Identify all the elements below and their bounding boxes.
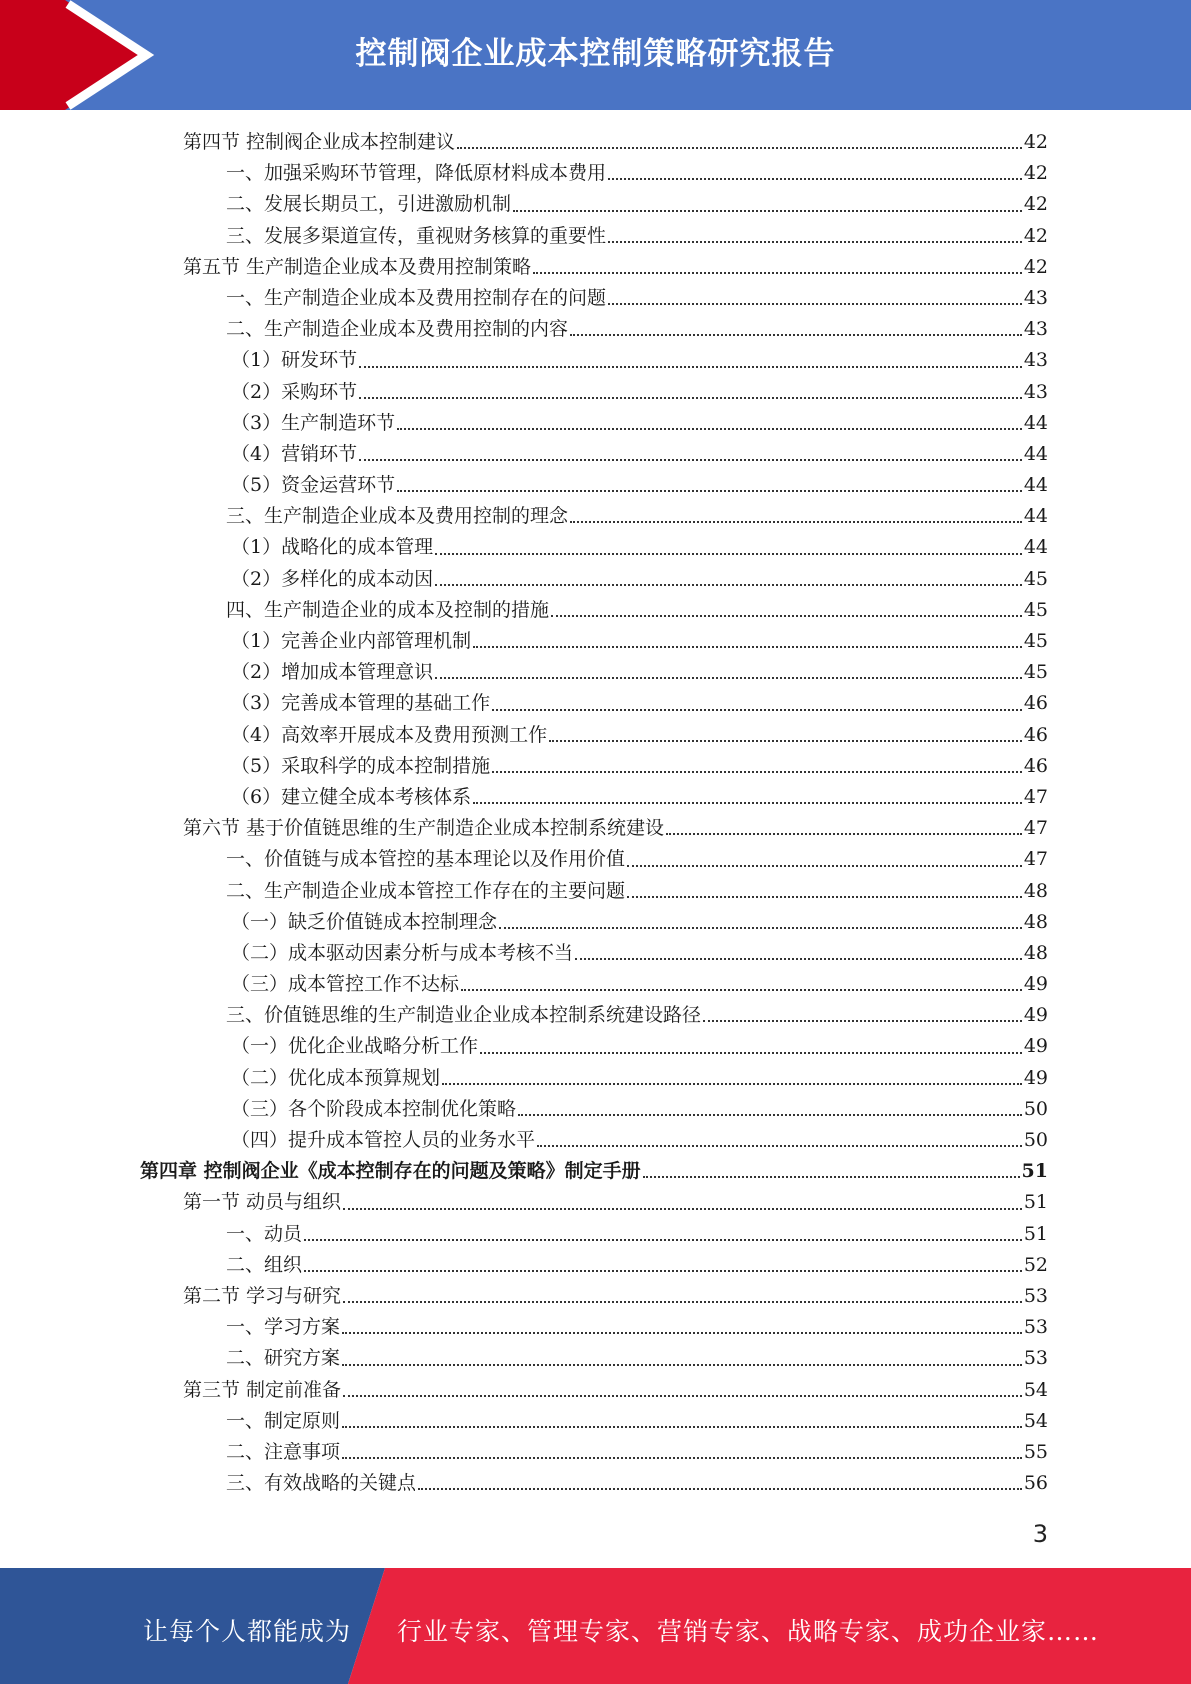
toc-entry-page: 45 bbox=[1023, 567, 1048, 590]
toc-dot-leader bbox=[643, 1176, 1020, 1178]
toc-entry[interactable] bbox=[140, 1187, 1048, 1218]
toc-entry-page: 45 bbox=[1023, 661, 1048, 684]
toc-dot-leader bbox=[608, 178, 1022, 180]
toc-entry[interactable] bbox=[140, 782, 1048, 813]
toc-entry[interactable] bbox=[140, 720, 1048, 751]
toc-entry-title: 第一节 动员与组织 bbox=[183, 1191, 342, 1214]
toc-entry-title: （三）各个阶段成本控制优化策略 bbox=[231, 1097, 517, 1120]
toc-dot-leader bbox=[304, 1239, 1022, 1241]
toc-entry[interactable] bbox=[140, 1094, 1048, 1125]
toc-dot-leader bbox=[627, 865, 1022, 867]
toc-entry[interactable] bbox=[140, 283, 1048, 314]
toc-entry[interactable] bbox=[140, 501, 1048, 532]
toc-dot-leader bbox=[666, 833, 1022, 835]
toc-dot-leader bbox=[435, 677, 1022, 679]
toc-entry-page: 53 bbox=[1023, 1316, 1048, 1339]
toc-dot-leader bbox=[304, 1270, 1022, 1272]
page-number: 3 bbox=[1032, 1520, 1048, 1548]
toc-entry-page: 47 bbox=[1023, 785, 1048, 808]
toc-entry[interactable] bbox=[140, 1000, 1048, 1031]
toc-dot-leader bbox=[342, 1364, 1022, 1366]
toc-entry[interactable] bbox=[140, 1219, 1048, 1250]
toc-entry-title: （1）研发环节 bbox=[231, 349, 358, 372]
toc-dot-leader bbox=[513, 210, 1022, 212]
toc-entry-page: 45 bbox=[1023, 598, 1048, 621]
toc-dot-leader bbox=[435, 553, 1022, 555]
toc-entry-title: 二、生产制造企业成本及费用控制的内容 bbox=[226, 318, 569, 341]
toc-entry-page: 49 bbox=[1023, 1066, 1048, 1089]
toc-entry-page: 46 bbox=[1023, 754, 1048, 777]
toc-dot-leader bbox=[570, 334, 1022, 336]
toc-dot-leader bbox=[703, 1020, 1022, 1022]
toc-entry-title: （6）建立健全成本考核体系 bbox=[231, 785, 472, 808]
toc-entry[interactable] bbox=[140, 688, 1048, 719]
toc-dot-leader bbox=[342, 1457, 1022, 1459]
toc-dot-leader bbox=[359, 397, 1022, 399]
toc-dot-leader bbox=[533, 272, 1022, 274]
page-footer bbox=[0, 1568, 1191, 1684]
footer-slogan-left: 让每个人都能成为 bbox=[143, 1617, 352, 1646]
toc-entry-title: 第二节 学习与研究 bbox=[183, 1284, 342, 1307]
toc-dot-leader bbox=[342, 1332, 1022, 1334]
toc-entry-page: 49 bbox=[1023, 1035, 1048, 1058]
toc-entry-page: 50 bbox=[1023, 1129, 1048, 1151]
toc-entry[interactable] bbox=[140, 345, 1048, 376]
page-header bbox=[0, 0, 1191, 110]
toc-entry[interactable] bbox=[140, 813, 1048, 844]
toc-entry-page: 47 bbox=[1023, 817, 1048, 840]
toc-entry[interactable] bbox=[140, 314, 1048, 345]
toc-entry[interactable] bbox=[140, 532, 1048, 563]
toc-entry-title: 一、动员 bbox=[226, 1222, 303, 1245]
toc-entry[interactable] bbox=[140, 1156, 1048, 1187]
toc-dot-leader bbox=[343, 1395, 1022, 1397]
toc-entry-title: （2）多样化的成本动因 bbox=[231, 567, 434, 590]
toc-entry-title: 二、研究方案 bbox=[226, 1347, 341, 1370]
toc-entry-title: 二、注意事项 bbox=[226, 1440, 341, 1463]
toc-dot-leader bbox=[537, 1145, 1022, 1147]
toc-entry-title: 一、学习方案 bbox=[226, 1316, 341, 1339]
toc-entry-page: 52 bbox=[1023, 1253, 1048, 1276]
toc-entry-title: 第六节 基于价值链思维的生产制造企业成本控制系统建设 bbox=[183, 817, 665, 840]
report-title: 控制阀企业成本控制策略研究报告 bbox=[355, 36, 836, 72]
toc-dot-leader bbox=[343, 1301, 1022, 1303]
toc-dot-leader bbox=[608, 303, 1022, 305]
toc-entry-title: 一、制定原则 bbox=[226, 1409, 341, 1432]
toc-dot-leader bbox=[457, 147, 1022, 149]
toc-entry-title: （3）生产制造环节 bbox=[231, 411, 396, 434]
toc-entry-title: 三、价值链思维的生产制造业企业成本控制系统建设路径 bbox=[226, 1004, 702, 1027]
toc-entry-title: （4）高效率开展成本及费用预测工作 bbox=[231, 723, 548, 746]
toc-entry[interactable] bbox=[140, 1343, 1048, 1374]
toc-entry[interactable] bbox=[140, 221, 1048, 252]
toc-entry[interactable] bbox=[140, 876, 1048, 907]
toc-entry-title: （一）优化企业战略分析工作 bbox=[231, 1035, 479, 1058]
toc-entry-page: 46 bbox=[1023, 723, 1048, 746]
toc-entry-title: 三、生产制造企业成本及费用控制的理念 bbox=[226, 505, 569, 528]
toc-entry-page: 46 bbox=[1023, 692, 1048, 715]
toc-dot-leader bbox=[608, 241, 1022, 243]
toc-entry-title: （4）营销环节 bbox=[231, 442, 358, 465]
toc-dot-leader bbox=[343, 1208, 1022, 1210]
toc-entry-title: 第四节 控制阀企业成本控制建议 bbox=[183, 131, 456, 153]
toc-entry-page: 48 bbox=[1023, 879, 1048, 902]
toc-entry-page: 42 bbox=[1023, 255, 1048, 278]
toc-entry[interactable] bbox=[140, 969, 1048, 1000]
toc-entry-title: 四、生产制造企业的成本及控制的措施 bbox=[226, 598, 550, 621]
toc-entry-title: （2）采购环节 bbox=[231, 380, 358, 403]
toc-dot-leader bbox=[473, 646, 1022, 648]
toc-entry-title: 三、发展多渠道宣传，重视财务核算的重要性 bbox=[226, 224, 607, 247]
toc-entry-page: 43 bbox=[1023, 349, 1048, 372]
toc-entry-title: （5）采取科学的成本控制措施 bbox=[231, 754, 491, 777]
toc-entry[interactable] bbox=[140, 252, 1048, 283]
toc-entry-page: 54 bbox=[1023, 1409, 1048, 1432]
toc-entry-page: 50 bbox=[1023, 1097, 1048, 1120]
toc-dot-leader bbox=[551, 615, 1022, 617]
toc-entry-title: （四）提升成本管控人员的业务水平 bbox=[231, 1129, 536, 1151]
toc-entry[interactable] bbox=[140, 1437, 1048, 1468]
toc-entry[interactable] bbox=[140, 439, 1048, 470]
toc-dot-leader bbox=[342, 1426, 1022, 1428]
footer-slogan-right: 行业专家、管理专家、营销专家、战略专家、成功企业家…… bbox=[397, 1617, 1100, 1646]
toc-entry[interactable] bbox=[140, 844, 1048, 875]
toc-entry-title: （一）缺乏价值链成本控制理念 bbox=[231, 910, 498, 933]
toc-entry[interactable] bbox=[140, 626, 1048, 657]
toc-entry-page: 51 bbox=[1021, 1160, 1048, 1183]
toc-dot-leader bbox=[575, 958, 1022, 960]
toc-entry-title: 第四章 控制阀企业《成本控制存在的问题及策略》制定手册 bbox=[140, 1160, 641, 1183]
toc-entry-title: （三）成本管控工作不达标 bbox=[231, 973, 460, 996]
toc-entry[interactable] bbox=[140, 408, 1048, 439]
toc-entry[interactable] bbox=[140, 127, 1048, 158]
toc-entry-title: 三、有效战略的关键点 bbox=[226, 1472, 417, 1495]
toc-entry-page: 45 bbox=[1023, 630, 1048, 652]
toc-dot-leader bbox=[499, 927, 1022, 929]
toc-entry[interactable] bbox=[140, 470, 1048, 501]
toc-entry-page: 48 bbox=[1023, 941, 1048, 964]
toc-entry[interactable] bbox=[140, 1031, 1048, 1062]
toc-entry[interactable] bbox=[140, 377, 1048, 408]
toc-entry[interactable] bbox=[140, 1375, 1048, 1406]
toc-entry[interactable] bbox=[140, 1406, 1048, 1437]
toc-entry[interactable] bbox=[140, 1250, 1048, 1281]
toc-entry-page: 56 bbox=[1023, 1472, 1048, 1495]
toc-entry-page: 49 bbox=[1023, 1004, 1048, 1027]
toc-entry-page: 43 bbox=[1023, 286, 1048, 309]
toc-entry[interactable] bbox=[140, 1281, 1048, 1312]
toc-entry-title: （二）成本驱动因素分析与成本考核不当 bbox=[231, 941, 574, 964]
toc-dot-leader bbox=[397, 490, 1022, 492]
toc-entry-title: （2）增加成本管理意识 bbox=[231, 661, 434, 684]
toc-entry[interactable] bbox=[140, 907, 1048, 938]
toc-entry[interactable] bbox=[140, 657, 1048, 688]
toc-entry-title: 一、价值链与成本管控的基本理论以及作用价值 bbox=[226, 848, 626, 871]
toc-dot-leader bbox=[442, 1083, 1022, 1085]
toc-entry-page: 51 bbox=[1023, 1222, 1048, 1245]
toc-entry[interactable] bbox=[140, 751, 1048, 782]
toc-entry[interactable] bbox=[140, 1468, 1048, 1499]
toc-entry-page: 53 bbox=[1023, 1347, 1048, 1370]
toc-dot-leader bbox=[492, 709, 1022, 711]
toc-entry-page: 42 bbox=[1023, 224, 1048, 247]
toc-entry-title: 二、组织 bbox=[226, 1253, 303, 1276]
toc-entry-page: 42 bbox=[1023, 162, 1048, 185]
toc-entry-page: 51 bbox=[1023, 1191, 1048, 1214]
toc-entry-page: 47 bbox=[1023, 848, 1048, 871]
toc-entry-title: 一、加强采购环节管理，降低原材料成本费用 bbox=[226, 162, 607, 185]
toc-entry-title: 一、生产制造企业成本及费用控制存在的问题 bbox=[226, 286, 607, 309]
toc-dot-leader bbox=[359, 459, 1022, 461]
toc-entry-title: 二、生产制造企业成本管控工作存在的主要问题 bbox=[226, 879, 626, 902]
toc-entry[interactable] bbox=[140, 1312, 1048, 1343]
toc-entry[interactable] bbox=[140, 158, 1048, 189]
toc-dot-leader bbox=[570, 521, 1022, 523]
toc-entry-page: 44 bbox=[1023, 411, 1048, 434]
toc-entry-page: 43 bbox=[1023, 380, 1048, 403]
toc-entry-page: 48 bbox=[1023, 910, 1048, 933]
toc-entry-title: （1）完善企业内部管理机制 bbox=[231, 630, 472, 652]
toc-dot-leader bbox=[480, 1052, 1022, 1054]
toc-entry-page: 43 bbox=[1023, 318, 1048, 341]
table-of-contents bbox=[140, 127, 1048, 1499]
toc-dot-leader bbox=[418, 1488, 1022, 1490]
toc-entry[interactable] bbox=[140, 1125, 1048, 1156]
toc-dot-leader bbox=[549, 740, 1022, 742]
toc-entry-title: 第五节 生产制造企业成本及费用控制策略 bbox=[183, 255, 532, 278]
toc-entry-page: 44 bbox=[1023, 505, 1048, 528]
toc-dot-leader bbox=[627, 896, 1022, 898]
toc-entry-page: 44 bbox=[1023, 474, 1048, 497]
toc-entry-page: 53 bbox=[1023, 1284, 1048, 1307]
toc-dot-leader bbox=[397, 428, 1022, 430]
toc-entry-page: 42 bbox=[1023, 131, 1048, 153]
toc-entry[interactable] bbox=[140, 564, 1048, 595]
toc-entry-page: 54 bbox=[1023, 1378, 1048, 1401]
toc-entry-title: （1）战略化的成本管理 bbox=[231, 536, 434, 559]
toc-entry-title: （3）完善成本管理的基础工作 bbox=[231, 692, 491, 715]
toc-entry[interactable] bbox=[140, 595, 1048, 626]
toc-entry-page: 42 bbox=[1023, 193, 1048, 216]
toc-dot-leader bbox=[473, 802, 1022, 804]
toc-entry-title: （5）资金运营环节 bbox=[231, 474, 396, 497]
toc-entry[interactable] bbox=[140, 938, 1048, 969]
toc-entry-page: 44 bbox=[1023, 536, 1048, 559]
toc-entry-title: 二、发展长期员工，引进激励机制 bbox=[226, 193, 512, 216]
toc-entry[interactable] bbox=[140, 189, 1048, 220]
toc-entry-page: 55 bbox=[1023, 1440, 1048, 1463]
toc-entry-page: 49 bbox=[1023, 973, 1048, 996]
toc-entry-page: 44 bbox=[1023, 442, 1048, 465]
toc-entry-title: 第三节 制定前准备 bbox=[183, 1378, 342, 1401]
toc-dot-leader bbox=[435, 584, 1022, 586]
toc-entry-title: （二）优化成本预算规划 bbox=[231, 1066, 441, 1089]
toc-entry[interactable] bbox=[140, 1063, 1048, 1094]
toc-dot-leader bbox=[461, 989, 1022, 991]
toc-dot-leader bbox=[492, 771, 1022, 773]
toc-dot-leader bbox=[359, 366, 1022, 368]
toc-dot-leader bbox=[518, 1114, 1022, 1116]
